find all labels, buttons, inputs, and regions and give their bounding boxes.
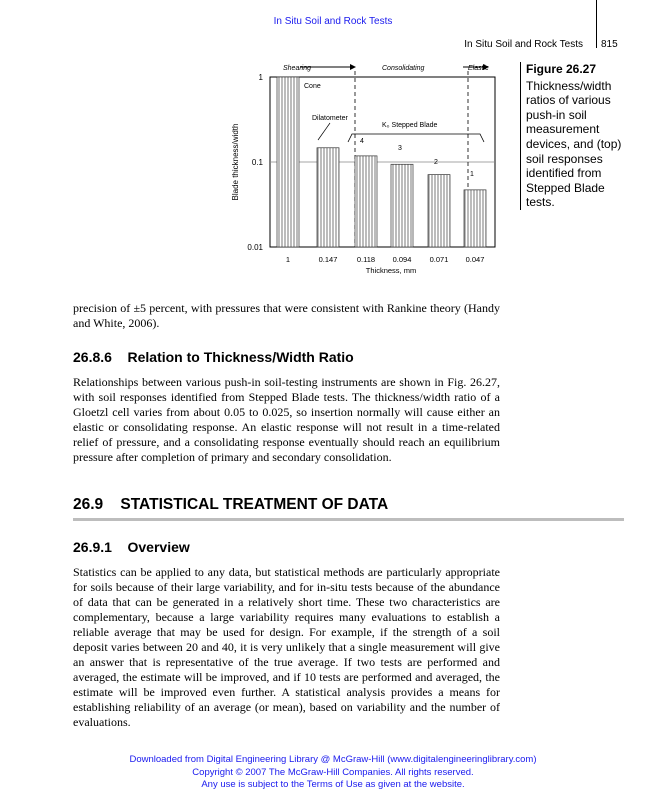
figure-26-27-chart xyxy=(230,58,510,280)
section-number: 26.8.6 xyxy=(73,349,112,365)
section-number: 26.9 xyxy=(73,496,104,513)
annotation-stepped-blade: K₀ Stepped Blade xyxy=(382,122,438,129)
y-tick-label-0-01: 0.01 xyxy=(247,243,263,252)
footer xyxy=(0,754,666,792)
bar-0-071 xyxy=(428,175,450,247)
bar-0-147 xyxy=(317,148,339,247)
figure-caption xyxy=(520,62,626,210)
step-number-2: 2 xyxy=(434,159,438,166)
x-tick-label-0-147: 0.147 xyxy=(318,255,338,264)
x-tick-label-0-118: 0.118 xyxy=(356,255,376,264)
section-heading-26-9-1 xyxy=(73,539,190,555)
dilatometer-leader xyxy=(318,123,330,140)
step-number-3: 3 xyxy=(398,145,402,152)
section-title: STATISTICAL TREATMENT OF DATA xyxy=(120,496,389,513)
top-banner: In Situ Soil and Rock Tests xyxy=(273,16,393,27)
zone-label-elastic: Elastic xyxy=(468,65,489,72)
annotation-dilatometer: Dilatometer xyxy=(312,115,348,122)
running-head: In Situ Soil and Rock Tests xyxy=(464,39,583,50)
x-tick-label-0-071: 0.071 xyxy=(429,255,449,264)
bar-1 xyxy=(277,77,299,247)
y-axis-title: Blade thickness/width xyxy=(231,123,240,201)
x-tick-label-1: 1 xyxy=(285,255,291,264)
plot-frame xyxy=(270,71,495,247)
y-tick-label-0-1: 0.1 xyxy=(251,158,263,167)
paragraph-26-9-1: Statistics can be applied to any data, but statistical methods are particularly appropriate for soils because of their large variability, and for in-situ tests because of the abundance of data that can be generated in a relatively short time. These two characteristics are complementary, because a large variability requires many evaluations to establish a reliable average that may be used for design. For example, if the strength of a soil deposit varies between 20 and 40, it is very unlikely that a single measurement will give an answer that is representative of the true average. If two tests are performed and averaged, the estimate will be improved, and if 10 tests are performed and averaged, the estimate will be improved even further. A statistical analysis provides a means for establishing reliability of an average (or mean), based on variability and the number of evaluations. xyxy=(73,565,500,729)
zone-label-shearing: Shearing xyxy=(283,65,312,72)
page-number: 815 xyxy=(601,39,618,50)
bar-0-094 xyxy=(391,164,413,247)
section-heading-26-8-6 xyxy=(73,349,354,365)
step-number-4: 4 xyxy=(360,138,364,145)
footer-line-1: Downloaded from Digital Engineering Library @ McGraw-Hill (www.digitalengineeringlibrary.com) xyxy=(129,754,537,765)
zone-annotations xyxy=(283,65,489,72)
section-title: Relation to Thickness/Width Ratio xyxy=(127,349,354,365)
zone-label-consolidating: Consolidating xyxy=(382,65,425,72)
section-rule xyxy=(73,518,624,521)
bar-0-047 xyxy=(464,190,486,247)
section-title: Overview xyxy=(127,539,190,555)
figure-label: Figure 26.27 xyxy=(526,62,597,76)
step-number-1: 1 xyxy=(470,171,474,178)
paragraph-26-8-6: Relationships between various push-in soil-testing instruments are shown in Fig. 26.27, with soil responses identified from Stepped Blade tests. The thickness/width ratio of a Gloetzl cell varies from about 0.05 to 0.025, so insertion normally will cause either an elastic or consolidating response. An elastic response will not result in a time-related relief of pressure, and a consolidating response eventually should reach an equilibrium pressure after completion of primary and secondary consolidation. xyxy=(73,375,500,464)
x-tick-label-0-094: 0.094 xyxy=(392,255,412,264)
x-tick-label-0-047: 0.047 xyxy=(465,255,485,264)
y-axis-ticks xyxy=(247,73,263,252)
stepped-blade-bracket xyxy=(348,134,484,142)
x-axis-ticks xyxy=(286,255,484,264)
x-axis-title: Thickness, mm xyxy=(365,266,417,275)
bar-0-118 xyxy=(355,156,377,247)
annotation-cone: Cone xyxy=(304,83,321,90)
y-tick-label-1: 1 xyxy=(258,73,263,82)
footer-line-3: Any use is subject to the Terms of Use as given at the website. xyxy=(201,779,465,790)
section-heading-26-9 xyxy=(73,496,388,514)
continuation-paragraph: precision of ±5 percent, with pressures that were consistent with Rankine theory (Handy and White, 2006). xyxy=(73,301,500,330)
section-number: 26.9.1 xyxy=(73,539,112,555)
footer-line-2: Copyright © 2007 The McGraw-Hill Companies. All rights reserved. xyxy=(192,766,474,778)
figure-caption-text: Thickness/width ratios of various push-in soil measurement devices, and (top) soil responses identified from Stepped Blade tests. xyxy=(526,78,622,210)
